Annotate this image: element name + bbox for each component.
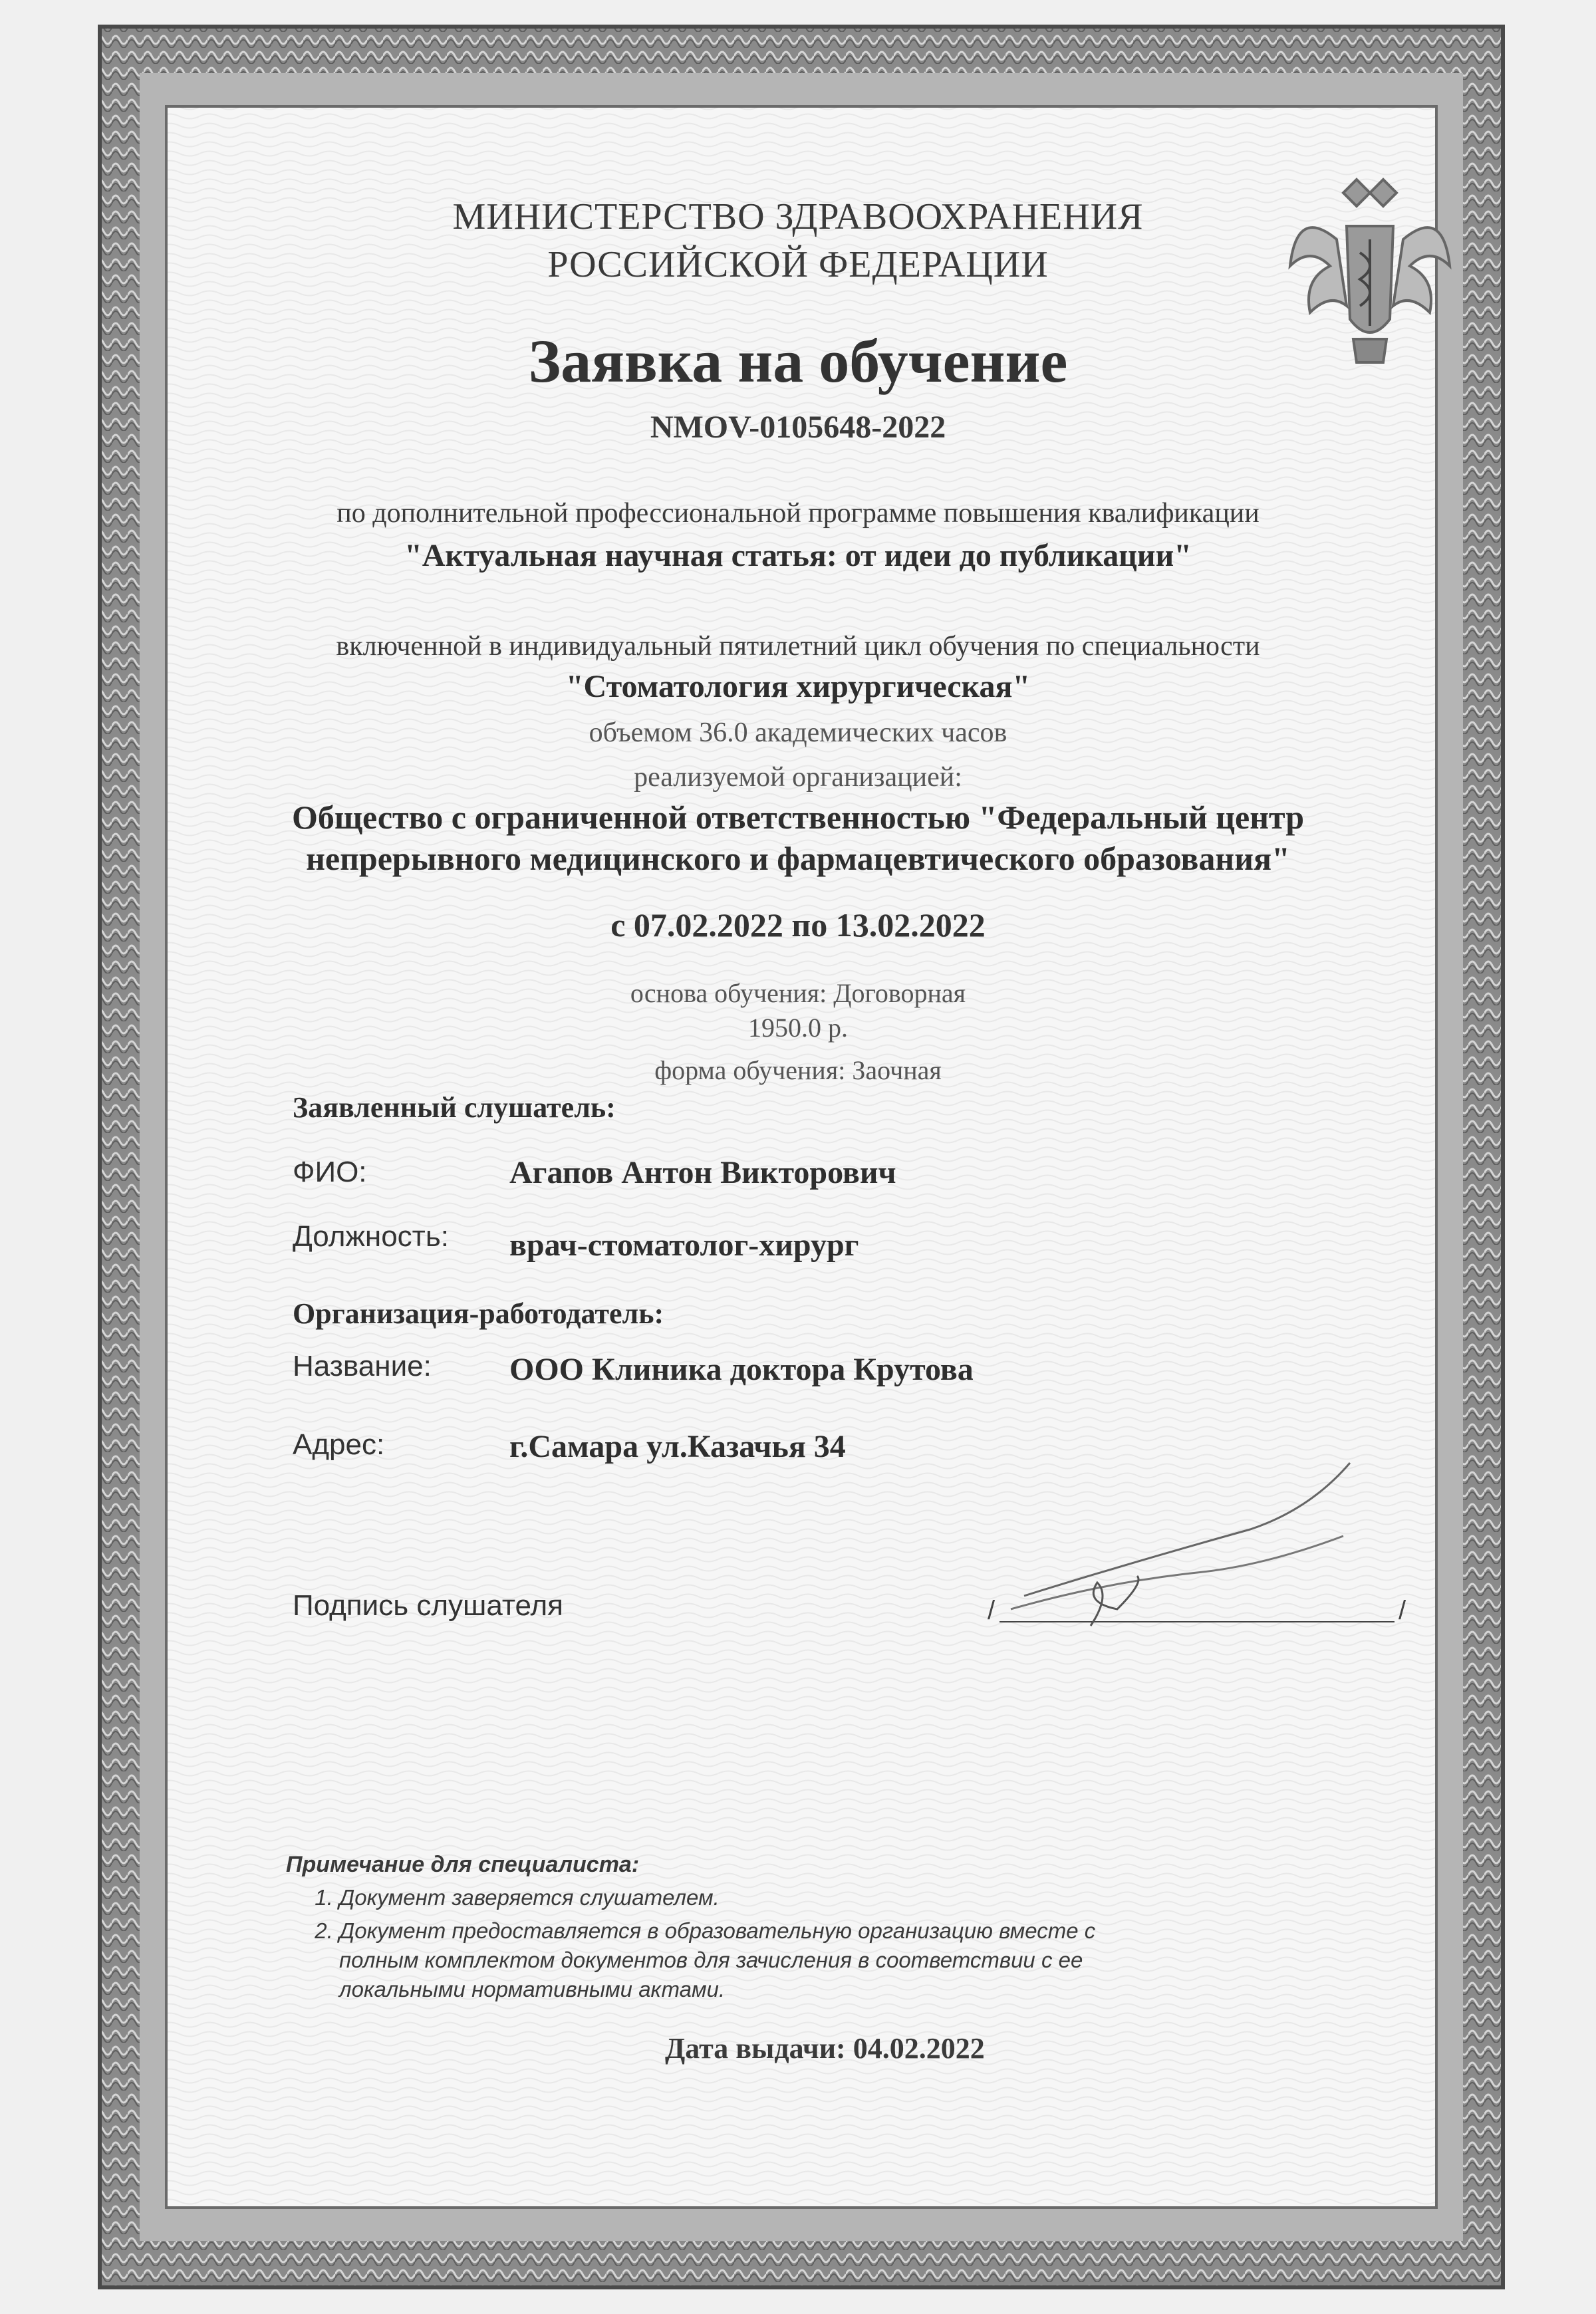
applicant-name-value: Агапов Антон Викторович <box>509 1155 896 1190</box>
handwritten-signature <box>998 1450 1370 1636</box>
applicant-section-title: Заявленный слушатель: <box>293 1091 616 1124</box>
ministry-name <box>0 193 1596 289</box>
specialty-intro: включенной в индивидуальный пятилетний цикл обучения по специальности <box>336 631 1260 662</box>
employer-section-title: Организация-работодатель: <box>293 1297 664 1330</box>
organization-line-1: Общество с ограниченной ответственностью "Федеральный центр <box>291 799 1305 836</box>
program-intro: по дополнительной профессиональной программе повышения квалификации <box>336 498 1260 529</box>
employer-address-label: Адрес: <box>293 1428 385 1461</box>
program-name: "Актуальная научная статья: от идеи до публикации" <box>404 538 1192 573</box>
svg-text:/: / <box>988 1596 996 1624</box>
price-text: 1950.0 р. <box>748 1013 848 1043</box>
organization-line-2: непрерывного медицинского и фармацевтического образования" <box>306 840 1290 877</box>
notes-list <box>286 1883 1150 2004</box>
applicant-position-value: врач-стоматолог-хирург <box>509 1227 859 1263</box>
organization-name <box>0 797 1596 879</box>
notes-item: 1. Документ заверяется слушателем. <box>339 1883 1150 1912</box>
basis-text: основа обучения: Договорная <box>630 978 966 1008</box>
document-title: Заявка на обучение <box>528 327 1068 395</box>
notes-title: Примечание для специалиста: <box>286 1852 640 1877</box>
signature-label: Подпись слушателя <box>293 1589 563 1622</box>
study-basis <box>0 976 1596 1045</box>
issue-date: Дата выдачи: 04.02.2022 <box>665 2032 985 2065</box>
specialist-notes <box>286 1850 1150 2008</box>
study-form: форма обучения: Заочная <box>654 1055 942 1085</box>
svg-text:/: / <box>1398 1596 1406 1624</box>
implemented-by-label: реализуемой организацией: <box>634 762 962 793</box>
study-period: с 07.02.2022 по 13.02.2022 <box>610 906 986 944</box>
application-number: NMOV-0105648-2022 <box>650 410 946 445</box>
applicant-position-label: Должность: <box>293 1220 449 1253</box>
employer-name-label: Название: <box>293 1350 432 1382</box>
employer-name-value: ООО Клиника доктора Крутова <box>509 1352 974 1387</box>
ministry-line-1: МИНИСТЕРСТВО ЗДРАВООХРАНЕНИЯ <box>452 196 1144 237</box>
course-volume: объемом 36.0 академических часов <box>589 717 1007 748</box>
specialty-name: "Стоматология хирургическая" <box>565 669 1031 704</box>
employer-address-value: г.Самара ул.Казачья 34 <box>509 1429 846 1464</box>
applicant-name-label: ФИО: <box>293 1156 367 1188</box>
ministry-line-2: РОССИЙСКОЙ ФЕДЕРАЦИИ <box>547 244 1049 285</box>
notes-item: 2. Документ предоставляется в образовательную организацию вместе с полным комплектом документов для зачисления в соответствии с ее локальными нормативными актами. <box>339 1916 1150 2004</box>
